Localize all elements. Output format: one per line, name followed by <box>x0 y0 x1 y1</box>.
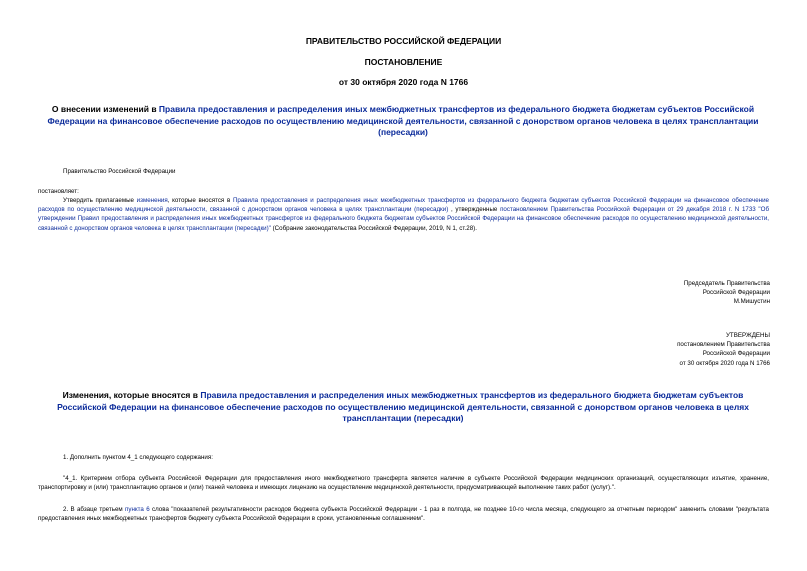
document-type: ПОСТАНОВЛЕНИЕ <box>364 57 443 67</box>
approved-label: УТВЕРЖДЕНЫ <box>726 332 770 339</box>
signature-block <box>684 279 770 307</box>
title-prefix: О внесении изменений в <box>51 104 159 114</box>
approved-by: постановлением Правительства <box>677 341 770 349</box>
paragraph-1 <box>38 196 769 233</box>
government-name: ПРАВИТЕЛЬСТВО РОССИЙСКОЙ ФЕДЕРАЦИИ <box>305 36 502 46</box>
government-line: Правительство Российской Федерации <box>63 168 176 175</box>
approved-block <box>677 331 770 368</box>
document-date-number: от 30 октября 2020 года N 1766 <box>338 77 469 87</box>
approved-org: Российской Федерации <box>702 350 770 358</box>
point-6-link[interactable]: пункта 6 <box>125 506 150 513</box>
p1-text-c: , утвержденные <box>448 206 501 214</box>
item2-text-b: слова "показателей результативности расходов бюджета субъекта Российской Федерации - 1 раз в полгода, не позднее 10-го числа месяца, следующего за отчетным периодом" заменить словами "результата предоставления иных межбюджетных трансфертов бюджету субъекта Российской Федерации в сроки, установленные соглашением". <box>38 506 769 523</box>
title-rules-link[interactable]: Правила предоставления и распределения иных межбюджетных трансфертов из федерального бюджета бюджетам субъектов Российской Федерации на финансовое обеспечение расходов по осуществлению медицинской деятельности, связанной с донорством органов человека в целях трансплантации (пересадки) <box>47 104 759 137</box>
signature-title: Председатель Правительства <box>683 280 770 287</box>
document-title <box>38 104 768 139</box>
p1-text-b: , которые вносятся в <box>167 197 233 204</box>
decides-line: постановляет: <box>38 188 79 195</box>
resolution-1733-link[interactable]: постановлением Правительства Российской Федерации от 29 декабря 2018 г. N 1733 "Об утверждении Правил предоставления и распределения иных межбюджетных трансфертов из федерального бюджета бюджетам субъектов Российской Федерации на финансовое обеспечение расходов по осуществлению медицинской деятельности, связанной с донорством органов человека в целях трансплантации (пересадки)" <box>38 206 769 232</box>
signature-name: М.Мишустин <box>733 298 770 306</box>
changes-title <box>38 390 768 425</box>
change-quote: "4_1. Критерием отбора субъекта Российской Федерации для предоставления иного межбюджетного трансферта является наличие в субъекте Российской Федерации медицинских организаций, осуществляющих изъятие, хранение, транспортировку и (или) трансплантацию органов и (или) тканей человека и имеющих лицензию на осуществление медицинской деятельности, предусматривающей выполнение таких работ (услуг).". <box>38 475 769 492</box>
approved-date: от 30 октября 2020 года N 1766 <box>679 359 770 367</box>
p1-text-d: (Собрание законодательства Российской Федерации, 2019, N 1, ст.28). <box>270 224 477 232</box>
change-item-2 <box>38 505 769 523</box>
change-item-1: 1. Дополнить пунктом 4_1 следующего содержания: <box>63 454 213 461</box>
changes-title-prefix: Изменения, которые вносятся в <box>62 390 201 400</box>
p1-text-a: Утвердить прилагаемые <box>63 197 137 204</box>
changes-link[interactable]: изменения <box>136 197 168 204</box>
changes-title-rules-link[interactable]: Правила предоставления и распределения иных межбюджетных трансфертов из федерального бюджета бюджетам субъектов Российской Федерации на финансовое обеспечение расходов по осуществлению медицинской деятельности, связанной с донорством органов человека в целях трансплантации (пересадки) <box>57 390 749 423</box>
rules-link[interactable]: Правила предоставления и распределения иных межбюджетных трансфертов из федерального бюджета бюджетам субъектов Российской Федерации на финансовое обеспечение расходов по осуществлению медицинской деятельности, связанной с донорством органов человека в целях трансплантации (пересадки) <box>38 197 769 214</box>
item2-text-a: 2. В абзаце третьем <box>63 506 126 513</box>
signature-org: Российской Федерации <box>702 289 770 297</box>
